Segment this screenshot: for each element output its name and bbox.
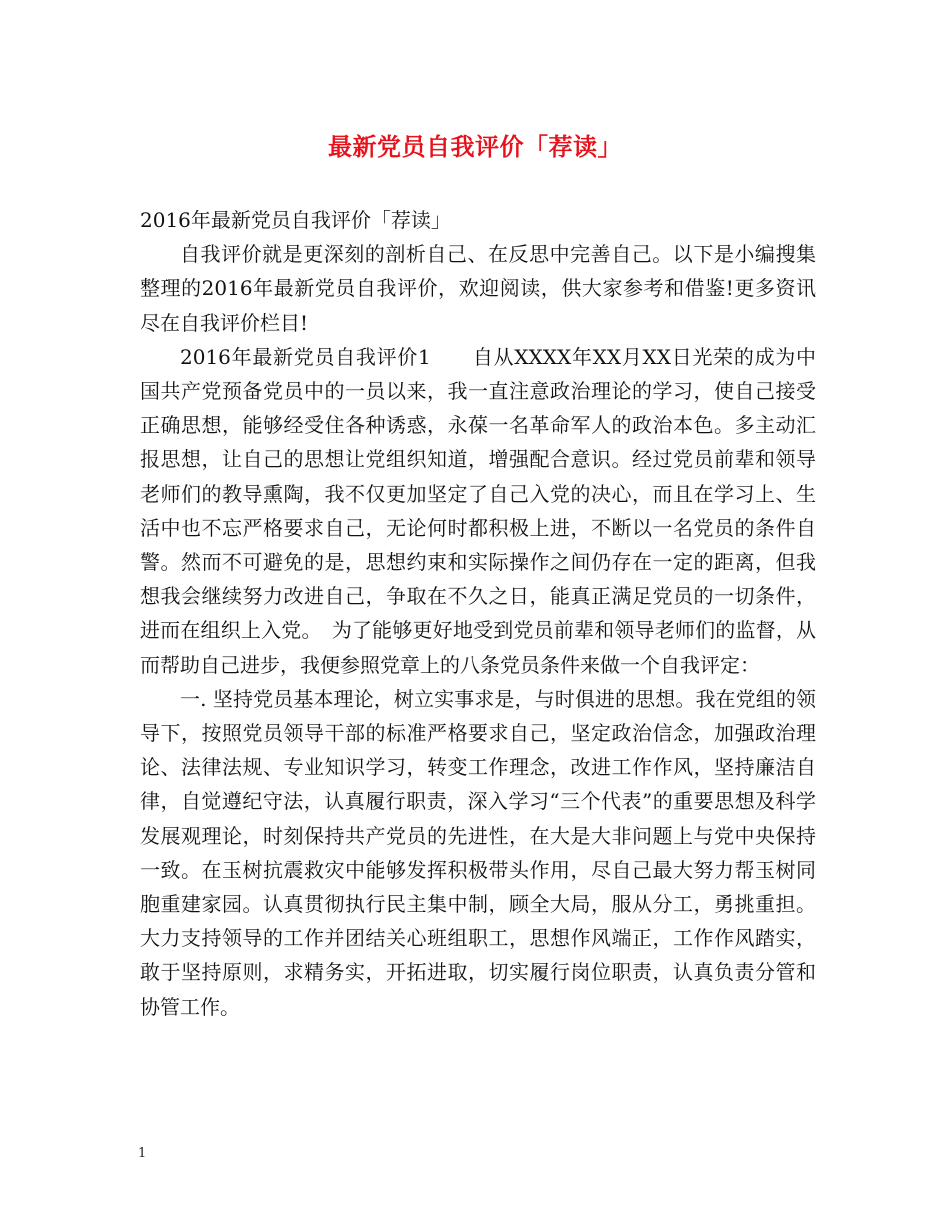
- paragraph-intro: 自我评价就是更深刻的剖析自己、在反思中完善自己。以下是小编搜集整理的2016年最新党员自我评价，欢迎阅读，供大家参考和借鉴!更多资讯尽在自我评价栏目!: [140, 242, 816, 335]
- document-subtitle: 2016年最新党员自我评价「荐读」: [140, 208, 451, 232]
- document-title: 最新党员自我评价「荐读」: [328, 132, 622, 161]
- page-number: 1: [138, 1146, 147, 1161]
- paragraph-evaluation: 2016年最新党员自我评价1 自从XXXX年XX月XX日光荣的成为中国共产党预备党员中的一员以来，我一直注意政治理论的学习，使自己接受正确思想，能够经受住各种诱惑，永葆一名革命军人的政治本色。多主动汇报思想，让自己的思想让党组织知道，增强配合意识。经过党员前辈和领导老师们的教导熏陶，我不仅更加坚定了自己入党的决心，而且在学习上、生活中也不忘严格要求自己，无论何时都积极上进，不断以一名党员的条件自警。然而不可避免的是，思想约束和实际操作之间仍存在一定的距离，但我想我会继续努力改进自己，争取在不久之日，能真正满足党员的一切条件，进而在组织上入党。 为了能够更好地受到党员前辈和领导老师们的监督，从而帮助自己进步，我便参照党章上的八条党员条件来做一个自我评定：: [140, 344, 816, 677]
- document-body: [140, 203, 816, 1024]
- paragraph-point-one: 一. 坚持党员基本理论，树立实事求是，与时俱进的思想。我在党组的领导下，按照党员领导干部的标准严格要求自己，坚定政治信念，加强政治理论、法律法规、专业知识学习，转变工作理念，改进工作作风，坚持廉洁自律，自觉遵纪守法，认真履行职责，深入学习“三个代表”的重要思想及科学发展观理论，时刻保持共产党员的先进性，在大是大非问题上与党中央保持一致。在玉树抗震救灾中能够发挥积极带头作用，尽自己最大努力帮玉树同胞重建家园。认真贯彻执行民主集中制，顾全大局，服从分工，勇挑重担。大力支持领导的工作并团结关心班组职工，思想作风端正，工作作风踏实，敢于坚持原则，求精务实，开拓进取，切实履行岗位职责，认真负责分管和协管工作。: [140, 686, 816, 1019]
